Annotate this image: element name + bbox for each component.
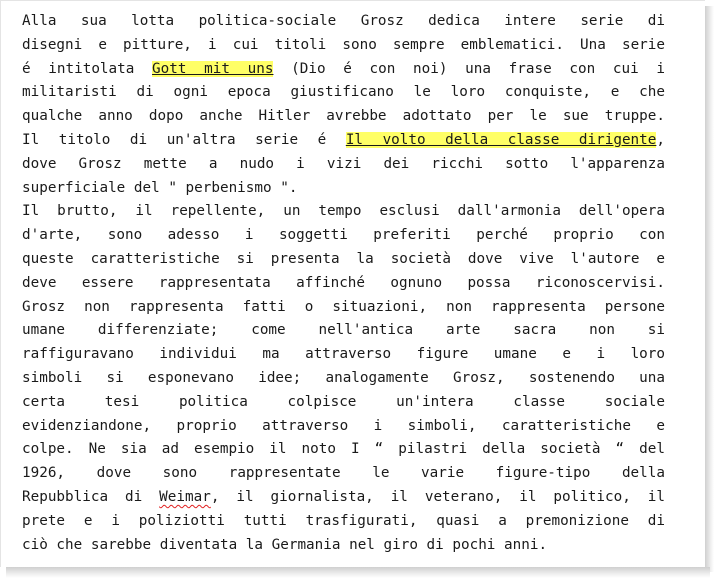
highlighted-title: Il volto della classe dirigente xyxy=(345,131,657,148)
text-line xyxy=(22,248,665,272)
text-run: dove Grosz mette a nudo i vizi dei ricchi sotto l'apparenza xyxy=(22,155,665,172)
text-run: (Dio é con noi) una frase con cui i xyxy=(273,60,665,77)
text-run: 1926, dove sono rappresentate le varie figure-tipo della xyxy=(22,465,665,482)
highlighted-title: Gott mit uns xyxy=(152,60,274,77)
text-run: militaristi di ogni epoca giustificano le loro conquiste, e che xyxy=(22,84,665,101)
text-run: Repubblica di xyxy=(22,488,160,505)
text-line xyxy=(22,177,665,201)
text-line xyxy=(22,153,665,177)
text-line xyxy=(22,105,665,129)
text-run: simboli si esponevano idee; analogamente Grosz, sostenendo una xyxy=(22,369,665,386)
text-line xyxy=(22,486,665,510)
document-text xyxy=(22,10,665,557)
text-line xyxy=(22,343,665,367)
text-run: disegni e pitture, i cui titoli sono sempre emblematici. Una serie xyxy=(22,36,665,53)
text-line xyxy=(22,462,665,486)
text-run: é intitolata xyxy=(22,60,153,77)
text-run: evidenziandone, proprio attraverso i simboli, caratteristiche e xyxy=(22,417,665,434)
text-line xyxy=(22,534,665,558)
text-run: d'arte, sono adesso i soggetti preferiti perché proprio con xyxy=(22,227,665,244)
text-run: Il brutto, il repellente, un tempo esclusi dall'armonia dell'opera xyxy=(22,203,665,220)
text-run: , xyxy=(656,131,665,148)
text-run: umane differenziate; come nell'antica arte sacra non si xyxy=(22,322,665,339)
text-line xyxy=(22,10,665,34)
page-shadow-bottom xyxy=(6,567,710,578)
text-line xyxy=(22,319,665,343)
text-line xyxy=(22,415,665,439)
text-line xyxy=(22,367,665,391)
text-run: prete e i poliziotti tutti trasfigurati, quasi a premonizione di xyxy=(22,512,665,529)
text-line xyxy=(22,272,665,296)
text-line xyxy=(22,296,665,320)
page-shadow-right xyxy=(705,6,714,572)
spellcheck-word: Weimar xyxy=(159,488,211,505)
text-run: superficiale del " perbenismo ". xyxy=(22,179,298,196)
text-line xyxy=(22,438,665,462)
text-line xyxy=(22,129,665,153)
text-run: qualche anno dopo anche Hitler avrebbe adottato per le sue truppe. xyxy=(22,108,665,125)
text-run: ciò che sarebbe diventata la Germania nel giro di pochi anni. xyxy=(22,536,548,553)
text-run: certa tesi politica colpisce un'intera classe sociale xyxy=(22,393,665,410)
text-line xyxy=(22,391,665,415)
text-line xyxy=(22,34,665,58)
text-run: Il titolo di un'altra serie é xyxy=(22,131,346,148)
text-run: queste caratteristiche si presenta la società dove vive l'autore e xyxy=(22,250,665,267)
text-line xyxy=(22,58,665,82)
text-run: Alla sua lotta politica-sociale Grosz dedica intere serie di xyxy=(22,13,665,29)
text-line xyxy=(22,510,665,534)
text-run: raffiguravano individui ma attraverso figure umane e i loro xyxy=(22,346,665,363)
text-run: deve essere rappresentata affinché ognuno possa riconoscervisi. xyxy=(22,274,665,291)
text-run: , il giornalista, il veterano, il politico, il xyxy=(210,488,665,505)
text-line xyxy=(22,200,665,224)
text-line xyxy=(22,81,665,105)
text-run: Grosz non rappresenta fatti o situazioni, non rappresenta persone xyxy=(22,298,665,315)
text-line xyxy=(22,224,665,248)
text-run: colpe. Ne sia ad esempio il noto I “ pilastri della società “ del xyxy=(22,441,665,458)
